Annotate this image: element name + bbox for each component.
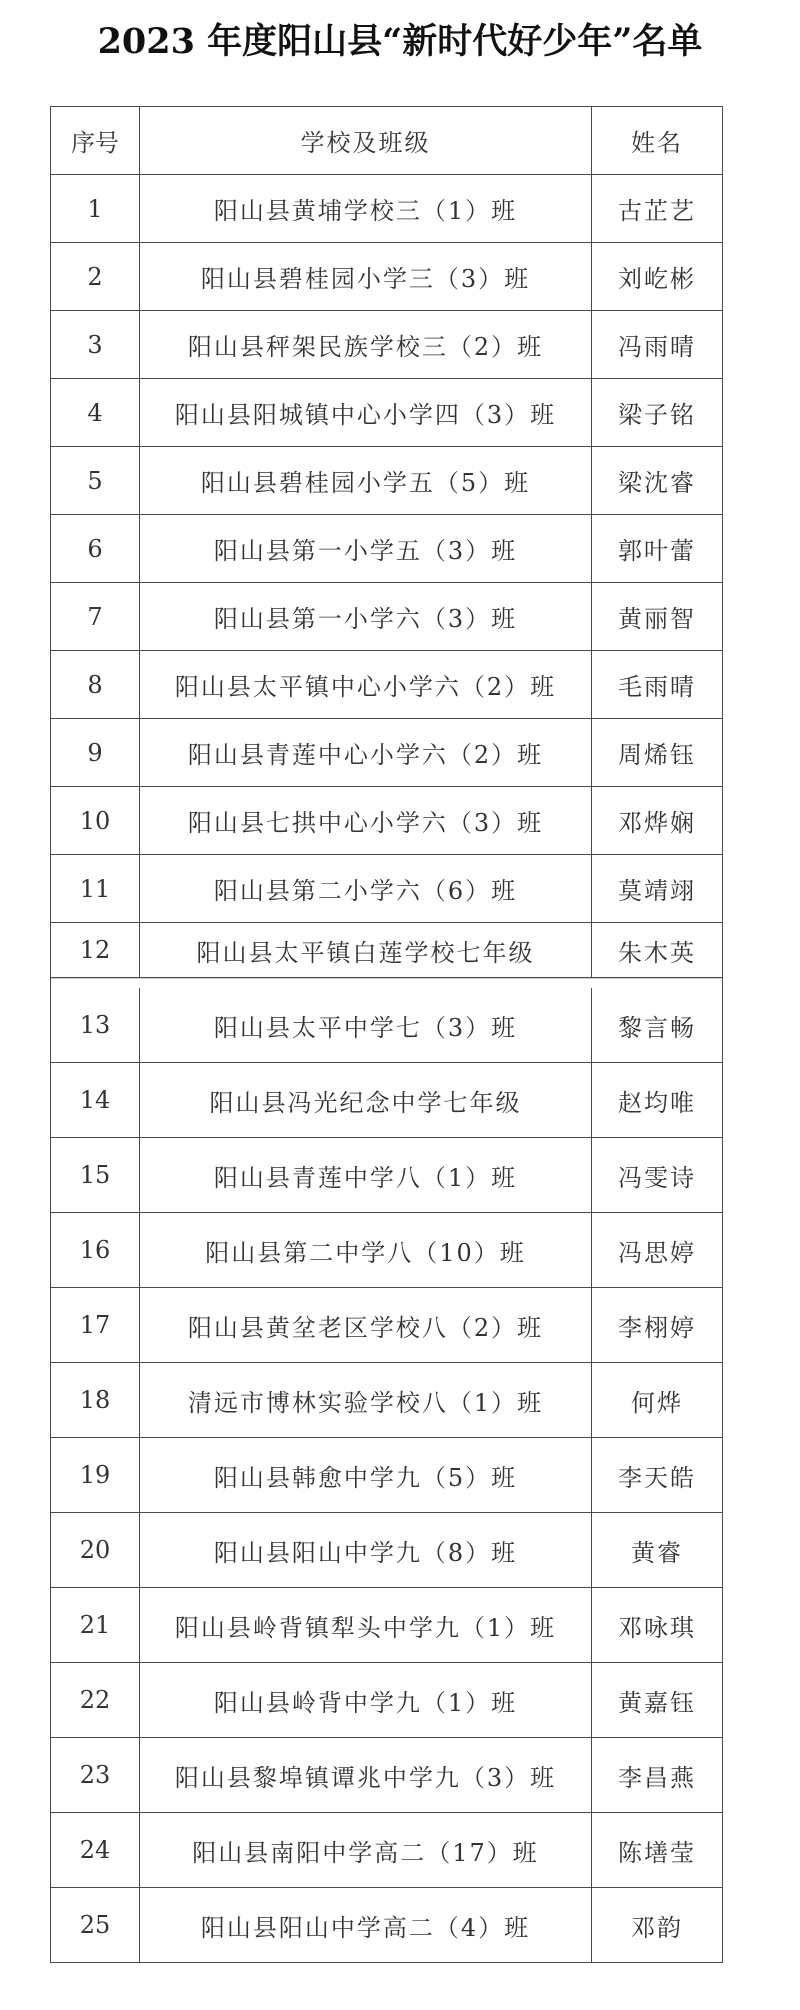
row-index: 2 (51, 243, 140, 310)
row-school: 阳山县秤架民族学校三（2）班 (140, 311, 592, 378)
table-header-row (50, 106, 723, 175)
row-student-name: 邓韵 (631, 1913, 683, 1942)
row-index: 24 (51, 1813, 140, 1887)
row-school: 阳山县韩愈中学九（5）班 (140, 1438, 592, 1512)
row-student-name: 冯雨晴 (618, 333, 696, 361)
page-break (50, 978, 723, 988)
row-student-name: 赵均唯 (618, 1088, 696, 1117)
table-row (50, 379, 723, 447)
row-school: 阳山县阳城镇中心小学四（3）班 (140, 379, 592, 446)
row-index: 11 (51, 855, 140, 922)
row-index: 12 (51, 923, 140, 977)
honor-roll-table (50, 106, 723, 1963)
row-student-name: 李栩婷 (618, 1313, 696, 1342)
row-student-name: 陈墡莹 (618, 1838, 696, 1867)
row-student-name: 邓烨娴 (618, 809, 696, 837)
header-index: 序号 (51, 107, 140, 174)
row-school: 阳山县阳山中学九（8）班 (140, 1513, 592, 1587)
row-student-name: 何烨 (631, 1388, 683, 1417)
row-student-name: 古芷艺 (618, 197, 696, 225)
table-body (50, 175, 723, 1963)
row-index: 6 (51, 515, 140, 582)
table-row (50, 1738, 723, 1813)
table-row (50, 1138, 723, 1213)
table-row (50, 1813, 723, 1888)
table-row (50, 1513, 723, 1588)
row-school: 阳山县七拱中心小学六（3）班 (140, 787, 592, 854)
row-school: 阳山县冯光纪念中学七年级 (140, 1063, 592, 1137)
row-student-name: 黎言畅 (618, 1013, 696, 1042)
row-student-name: 朱木英 (618, 938, 696, 967)
row-school: 阳山县太平镇白莲学校七年级 (140, 923, 592, 977)
row-index: 19 (51, 1438, 140, 1512)
row-student-name: 莫靖翊 (618, 877, 696, 905)
row-index: 14 (51, 1063, 140, 1137)
row-index: 15 (51, 1138, 140, 1212)
row-school: 阳山县青莲中学八（1）班 (140, 1138, 592, 1212)
row-student-name: 黄丽智 (618, 605, 696, 633)
table-row (50, 719, 723, 787)
row-index: 5 (51, 447, 140, 514)
row-school: 阳山县黄埔学校三（1）班 (140, 175, 592, 242)
row-school: 阳山县岭背镇犁头中学九（1）班 (140, 1588, 592, 1662)
row-student-name: 李昌燕 (618, 1763, 696, 1792)
table-row (50, 651, 723, 719)
table-row (50, 923, 723, 978)
row-student-name: 周烯钰 (618, 741, 696, 769)
row-student-name: 李天皓 (618, 1463, 696, 1492)
row-student-name: 梁沈睿 (618, 469, 696, 497)
table-row (50, 787, 723, 855)
row-school: 阳山县岭背中学九（1）班 (140, 1663, 592, 1737)
row-student-name: 黄嘉钰 (618, 1688, 696, 1717)
table-row (50, 1063, 723, 1138)
table-row (50, 515, 723, 583)
row-index: 17 (51, 1288, 140, 1362)
row-index: 7 (51, 583, 140, 650)
table-row (50, 1438, 723, 1513)
row-index: 25 (51, 1888, 140, 1962)
row-school: 阳山县第一小学五（3）班 (140, 515, 592, 582)
table-row (50, 1663, 723, 1738)
row-index: 22 (51, 1663, 140, 1737)
row-student-name: 郭叶蕾 (618, 537, 696, 565)
row-school: 阳山县青莲中心小学六（2）班 (140, 719, 592, 786)
table-row (50, 447, 723, 515)
table-row (50, 175, 723, 243)
table-row (50, 1213, 723, 1288)
document-title: 2023 年度阳山县“新时代好少年”名单 (97, 21, 703, 62)
table-row (50, 988, 723, 1063)
table-row (50, 1363, 723, 1438)
row-school: 阳山县碧桂园小学五（5）班 (140, 447, 592, 514)
row-index: 10 (51, 787, 140, 854)
row-school: 阳山县第一小学六（3）班 (140, 583, 592, 650)
row-student-name: 刘屹彬 (618, 265, 696, 293)
row-index: 8 (51, 651, 140, 718)
row-index: 23 (51, 1738, 140, 1812)
table-row (50, 855, 723, 923)
table-row (50, 583, 723, 651)
row-index: 4 (51, 379, 140, 446)
row-school: 阳山县太平中学七（3）班 (140, 988, 592, 1062)
row-index: 18 (51, 1363, 140, 1437)
row-student-name: 梁子铭 (618, 401, 696, 429)
row-school: 清远市博林实验学校八（1）班 (140, 1363, 592, 1437)
row-school: 阳山县碧桂园小学三（3）班 (140, 243, 592, 310)
row-school: 阳山县太平镇中心小学六（2）班 (140, 651, 592, 718)
table-row (50, 1888, 723, 1963)
row-student-name: 冯雯诗 (618, 1163, 696, 1192)
row-index: 20 (51, 1513, 140, 1587)
table-row (50, 1288, 723, 1363)
row-index: 1 (51, 175, 140, 242)
table-row (50, 1588, 723, 1663)
row-school: 阳山县黎埠镇谭兆中学九（3）班 (140, 1738, 592, 1812)
row-school: 阳山县黄坌老区学校八（2）班 (140, 1288, 592, 1362)
row-student-name: 冯思婷 (618, 1238, 696, 1267)
row-index: 21 (51, 1588, 140, 1662)
table-row (50, 311, 723, 379)
row-school: 阳山县第二中学八（10）班 (140, 1213, 592, 1287)
row-student-name: 毛雨晴 (618, 673, 696, 701)
row-student-name: 邓咏琪 (618, 1613, 696, 1642)
header-name: 姓名 (631, 129, 683, 157)
row-index: 9 (51, 719, 140, 786)
row-index: 16 (51, 1213, 140, 1287)
table-row (50, 243, 723, 311)
row-index: 13 (51, 988, 140, 1062)
row-school: 阳山县阳山中学高二（4）班 (140, 1888, 592, 1962)
row-school: 阳山县南阳中学高二（17）班 (140, 1813, 592, 1887)
row-index: 3 (51, 311, 140, 378)
header-school: 学校及班级 (140, 107, 592, 174)
row-student-name: 黄睿 (631, 1538, 683, 1567)
row-school: 阳山县第二小学六（6）班 (140, 855, 592, 922)
